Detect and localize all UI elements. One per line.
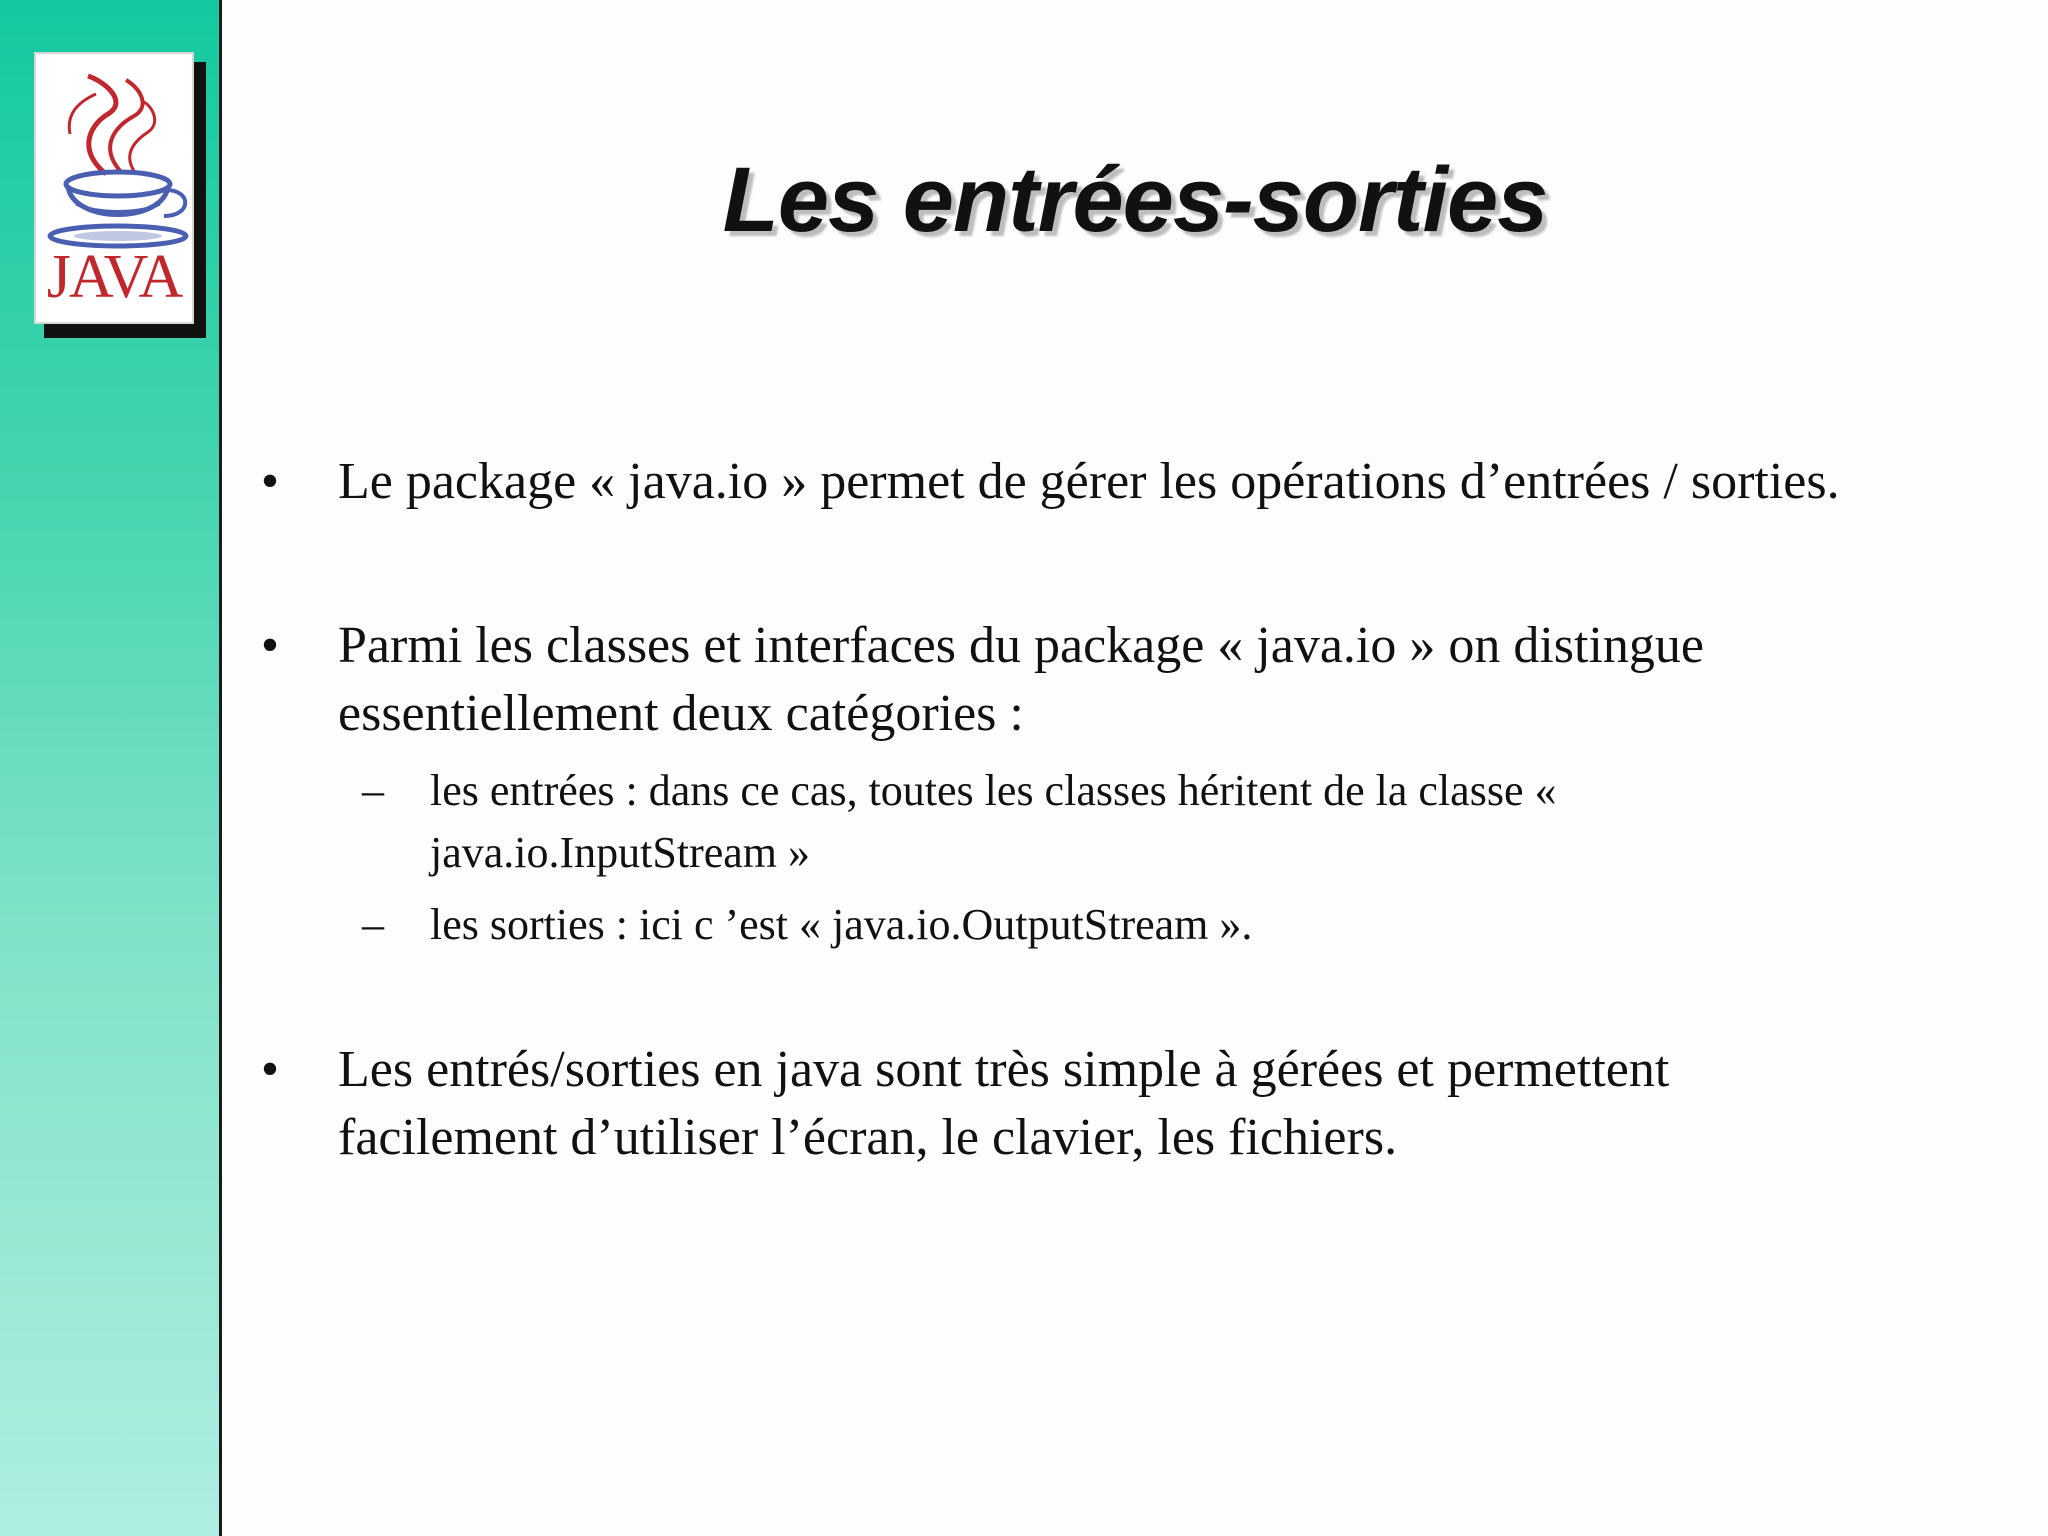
bullet-item bbox=[250, 448, 1890, 516]
sub-item bbox=[250, 894, 1890, 956]
bullet-marker: • bbox=[260, 617, 280, 674]
bullet-item bbox=[250, 612, 1890, 956]
bullet-marker: • bbox=[260, 1041, 280, 1098]
sub-text: les entrées : dans ce cas, toutes les classes héritent de la classe « java.io.InputStream » bbox=[430, 766, 1557, 877]
bullet-item bbox=[250, 1036, 1890, 1172]
sidebar-gradient bbox=[0, 0, 222, 1536]
java-logo-text: JAVA bbox=[46, 243, 182, 311]
bullet-text: Parmi les classes et interfaces du package « java.io » on distingue essentiellement deux catégories : bbox=[338, 617, 1705, 742]
java-logo bbox=[34, 52, 194, 324]
sub-text: les sorties : ici c ’est « java.io.OutputStream ». bbox=[430, 900, 1253, 949]
bullet-text: Le package « java.io » permet de gérer les opérations d’entrées / sorties. bbox=[338, 453, 1840, 510]
sub-item bbox=[250, 760, 1890, 884]
slide-title: Les entrées-sorties bbox=[722, 149, 1548, 251]
bullet-text: Les entrés/sorties en java sont très simple à gérées et permettent facilement d’utiliser l’écran, le clavier, les fichiers. bbox=[338, 1041, 1670, 1166]
sub-marker: – bbox=[362, 766, 384, 815]
bullet-marker: • bbox=[260, 453, 280, 510]
slide-content bbox=[250, 448, 1890, 1172]
sub-marker: – bbox=[362, 900, 384, 949]
